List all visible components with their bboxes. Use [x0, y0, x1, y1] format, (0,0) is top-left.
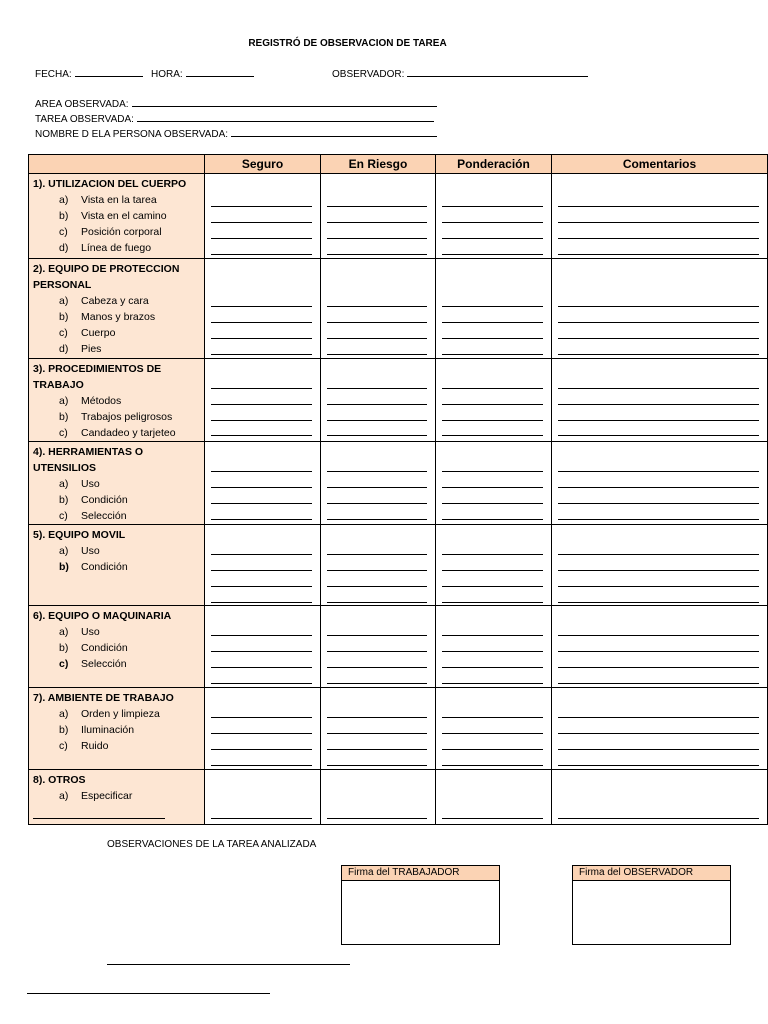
fill-in-line[interactable] — [558, 519, 759, 520]
seguro-cell[interactable] — [205, 442, 321, 525]
en-riesgo-cell[interactable] — [321, 606, 436, 688]
fill-in-line[interactable] — [558, 602, 759, 603]
fecha-field[interactable] — [35, 67, 143, 80]
en-riesgo-cell[interactable] — [321, 442, 436, 525]
fill-in-line[interactable] — [558, 717, 759, 718]
fill-in-line[interactable] — [442, 338, 543, 339]
list-item: a) Especificar — [59, 790, 133, 802]
fill-in-line[interactable] — [442, 322, 543, 323]
fill-in-line[interactable] — [327, 435, 427, 436]
en-riesgo-cell[interactable] — [321, 525, 436, 606]
fill-in-line[interactable] — [558, 238, 759, 239]
list-item: c) Posición corporal — [59, 226, 162, 238]
fill-in-line[interactable] — [211, 635, 312, 636]
seguro-cell[interactable] — [205, 259, 321, 359]
observer-signature-label: Firma del OBSERVADOR — [573, 866, 730, 881]
category-cell — [29, 525, 205, 606]
category-title: 1). UTILIZACION DEL CUERPO — [33, 178, 187, 190]
fill-in-line[interactable] — [558, 733, 759, 734]
fill-in-line[interactable] — [327, 420, 427, 421]
specify-blank[interactable] — [33, 804, 165, 819]
comentarios-cell[interactable] — [552, 359, 768, 442]
list-item: a) Vista en la tarea — [59, 194, 157, 206]
category-title: 2). EQUIPO DE PROTECCION PERSONAL — [33, 263, 180, 291]
en-riesgo-cell[interactable] — [321, 688, 436, 770]
worker-signature-label: Firma del TRABAJADOR — [342, 866, 499, 881]
fill-in-line[interactable] — [327, 635, 427, 636]
list-item: b) Condición — [59, 561, 128, 573]
list-item: d) Pies — [59, 343, 102, 355]
list-item: b) Vista en el camino — [59, 210, 167, 222]
fill-in-line[interactable] — [442, 602, 543, 603]
tarea-blank[interactable] — [137, 112, 434, 122]
fill-in-line[interactable] — [558, 683, 759, 684]
fill-in-line[interactable] — [327, 487, 427, 488]
ponderacion-cell[interactable] — [436, 606, 552, 688]
area-field[interactable] — [35, 97, 437, 110]
fill-in-line[interactable] — [558, 306, 759, 307]
fill-in-line[interactable] — [558, 765, 759, 766]
fill-in-line[interactable] — [211, 765, 312, 766]
fill-in-line[interactable] — [442, 306, 543, 307]
fill-in-line[interactable] — [327, 254, 427, 255]
category-cell — [29, 442, 205, 525]
fill-in-line[interactable] — [558, 586, 759, 587]
table-row — [29, 359, 768, 442]
observation-table — [28, 154, 768, 825]
fill-in-line[interactable] — [327, 733, 427, 734]
fill-in-line[interactable] — [211, 602, 312, 603]
fecha-label: FECHA: — [35, 69, 72, 80]
fill-in-line[interactable] — [211, 683, 312, 684]
fill-in-line[interactable] — [327, 519, 427, 520]
observations-label: OBSERVACIONES DE LA TAREA ANALIZADA — [107, 839, 317, 850]
fill-in-line[interactable] — [327, 238, 427, 239]
table-header-row — [29, 155, 768, 174]
fill-in-line[interactable] — [327, 338, 427, 339]
fill-in-line[interactable] — [442, 503, 543, 504]
worker-signature-box[interactable] — [341, 865, 500, 945]
fill-in-line[interactable] — [327, 322, 427, 323]
fill-in-line[interactable] — [211, 254, 312, 255]
table-row — [29, 606, 768, 688]
list-item: a) Uso — [59, 626, 100, 638]
list-item: b) Condición — [59, 642, 128, 654]
table-row — [29, 174, 768, 259]
fill-in-line[interactable] — [327, 667, 427, 668]
fill-in-line[interactable] — [442, 635, 543, 636]
comentarios-cell[interactable] — [552, 174, 768, 259]
fill-in-line[interactable] — [327, 602, 427, 603]
fill-in-line[interactable] — [442, 683, 543, 684]
column-header-ponderacion: Ponderación — [436, 155, 552, 174]
ponderacion-cell[interactable] — [436, 442, 552, 525]
hora-field[interactable] — [151, 67, 254, 80]
persona-field[interactable] — [35, 127, 437, 140]
fill-in-line[interactable] — [327, 765, 427, 766]
persona-blank[interactable] — [231, 127, 437, 137]
comentarios-cell[interactable] — [552, 770, 768, 825]
fill-in-line[interactable] — [211, 322, 312, 323]
fill-in-line[interactable] — [558, 322, 759, 323]
category-title: 7). AMBIENTE DE TRABAJO — [33, 692, 174, 704]
category-cell — [29, 606, 205, 688]
table-row — [29, 688, 768, 770]
ponderacion-cell[interactable] — [436, 688, 552, 770]
fill-in-line[interactable] — [211, 667, 312, 668]
fill-in-line[interactable] — [327, 354, 427, 355]
list-item: a) Métodos — [59, 395, 122, 407]
hora-label: HORA: — [151, 69, 183, 80]
fill-in-line[interactable] — [558, 554, 759, 555]
seguro-cell[interactable] — [205, 359, 321, 442]
fill-in-line[interactable] — [211, 818, 312, 819]
fill-in-line[interactable] — [442, 651, 543, 652]
fill-in-line[interactable] — [327, 206, 427, 207]
fill-in-line[interactable] — [211, 503, 312, 504]
column-header — [29, 155, 205, 174]
fill-in-line[interactable] — [558, 667, 759, 668]
observador-label: OBSERVADOR: — [332, 69, 405, 80]
fill-in-line[interactable] — [442, 765, 543, 766]
ponderacion-cell[interactable] — [436, 770, 552, 825]
fill-in-line[interactable] — [558, 404, 759, 405]
fill-in-line[interactable] — [327, 554, 427, 555]
area-blank[interactable] — [132, 97, 437, 107]
fill-in-line[interactable] — [558, 503, 759, 504]
observer-signature-box[interactable] — [572, 865, 731, 945]
fill-in-line[interactable] — [327, 683, 427, 684]
fill-in-line[interactable] — [327, 651, 427, 652]
comentarios-cell[interactable] — [552, 259, 768, 359]
fill-in-line[interactable] — [442, 570, 543, 571]
fill-in-line[interactable] — [327, 503, 427, 504]
fill-in-line[interactable] — [558, 471, 759, 472]
fill-in-line[interactable] — [211, 238, 312, 239]
fill-in-line[interactable] — [211, 733, 312, 734]
fill-in-line[interactable] — [442, 420, 543, 421]
fill-in-line[interactable] — [327, 222, 427, 223]
comentarios-cell[interactable] — [552, 442, 768, 525]
tarea-label: TAREA OBSERVADA: — [35, 114, 134, 125]
list-item: b) Trabajos peligrosos — [59, 411, 173, 423]
fill-in-line[interactable] — [442, 206, 543, 207]
ponderacion-cell[interactable] — [436, 525, 552, 606]
fill-in-line[interactable] — [558, 254, 759, 255]
seguro-cell[interactable] — [205, 525, 321, 606]
comentarios-cell[interactable] — [552, 525, 768, 606]
fill-in-line[interactable] — [558, 388, 759, 389]
category-title: 4). HERRAMIENTAS O UTENSILIOS — [33, 446, 144, 474]
table-row — [29, 770, 768, 825]
hora-blank[interactable] — [186, 67, 254, 77]
fill-in-line[interactable] — [442, 354, 543, 355]
observation-line[interactable] — [107, 964, 350, 965]
comentarios-cell[interactable] — [552, 606, 768, 688]
column-header-comentarios: Comentarios — [552, 155, 768, 174]
observador-field[interactable] — [332, 67, 588, 80]
fill-in-line[interactable] — [558, 635, 759, 636]
fill-in-line[interactable] — [558, 222, 759, 223]
fill-in-line[interactable] — [327, 404, 427, 405]
fill-in-line[interactable] — [442, 222, 543, 223]
fill-in-line[interactable] — [211, 471, 312, 472]
tarea-field[interactable] — [35, 112, 434, 125]
area-label: AREA OBSERVADA: — [35, 99, 129, 110]
category-title: 3). PROCEDIMIENTOS DE TRABAJO — [33, 363, 162, 391]
fill-in-line[interactable] — [211, 570, 312, 571]
fill-in-line[interactable] — [327, 717, 427, 718]
fill-in-line[interactable] — [211, 306, 312, 307]
table-row — [29, 259, 768, 359]
list-item: c) Ruido — [59, 740, 109, 752]
fill-in-line[interactable] — [211, 388, 312, 389]
list-item: c) Cuerpo — [59, 327, 116, 339]
fill-in-line[interactable] — [558, 570, 759, 571]
en-riesgo-cell[interactable] — [321, 770, 436, 825]
fill-in-line[interactable] — [442, 238, 543, 239]
category-title: 5). EQUIPO MOVIL — [33, 529, 126, 541]
list-item: a) Uso — [59, 478, 100, 490]
category-cell — [29, 259, 205, 359]
fill-in-line[interactable] — [558, 818, 759, 819]
fill-in-line[interactable] — [211, 435, 312, 436]
category-cell — [29, 174, 205, 259]
fill-in-line[interactable] — [442, 554, 543, 555]
comentarios-cell[interactable] — [552, 688, 768, 770]
persona-label: NOMBRE D ELA PERSONA OBSERVADA: — [35, 129, 229, 140]
fill-in-line[interactable] — [442, 404, 543, 405]
category-title: 6). EQUIPO O MAQUINARIA — [33, 610, 172, 622]
fill-in-line[interactable] — [558, 206, 759, 207]
fill-in-line[interactable] — [327, 388, 427, 389]
en-riesgo-cell[interactable] — [321, 174, 436, 259]
fill-in-line[interactable] — [211, 519, 312, 520]
list-item: a) Uso — [59, 545, 100, 557]
fill-in-line[interactable] — [442, 435, 543, 436]
form-title: REGISTRÓ DE OBSERVACION DE TAREA — [248, 38, 447, 49]
ponderacion-cell[interactable] — [436, 359, 552, 442]
category-cell — [29, 688, 205, 770]
en-riesgo-cell[interactable] — [321, 259, 436, 359]
column-header-en-riesgo: En Riesgo — [321, 155, 436, 174]
ponderacion-cell[interactable] — [436, 259, 552, 359]
fill-in-line[interactable] — [442, 667, 543, 668]
table-row — [29, 525, 768, 606]
fill-in-line[interactable] — [211, 586, 312, 587]
fill-in-line[interactable] — [211, 404, 312, 405]
fill-in-line[interactable] — [211, 651, 312, 652]
seguro-cell[interactable] — [205, 174, 321, 259]
fill-in-line[interactable] — [558, 487, 759, 488]
fill-in-line[interactable] — [327, 471, 427, 472]
fill-in-line[interactable] — [327, 586, 427, 587]
fill-in-line[interactable] — [211, 420, 312, 421]
observation-line[interactable] — [27, 993, 270, 994]
fill-in-line[interactable] — [211, 717, 312, 718]
table-row — [29, 442, 768, 525]
fecha-blank[interactable] — [75, 67, 143, 77]
fill-in-line[interactable] — [211, 206, 312, 207]
seguro-cell[interactable] — [205, 606, 321, 688]
seguro-cell[interactable] — [205, 688, 321, 770]
fill-in-line[interactable] — [558, 420, 759, 421]
fill-in-line[interactable] — [211, 749, 312, 750]
observador-blank[interactable] — [407, 67, 588, 77]
list-item: a) Cabeza y cara — [59, 295, 149, 307]
seguro-cell[interactable] — [205, 770, 321, 825]
en-riesgo-cell[interactable] — [321, 359, 436, 442]
fill-in-line[interactable] — [327, 749, 427, 750]
fill-in-line[interactable] — [327, 570, 427, 571]
ponderacion-cell[interactable] — [436, 174, 552, 259]
fill-in-line[interactable] — [558, 338, 759, 339]
fill-in-line[interactable] — [558, 435, 759, 436]
fill-in-line[interactable] — [327, 306, 427, 307]
list-item: c) Selección — [59, 510, 127, 522]
category-cell — [29, 359, 205, 442]
fill-in-line[interactable] — [327, 818, 427, 819]
fill-in-line[interactable] — [442, 818, 543, 819]
fill-in-line[interactable] — [442, 471, 543, 472]
fill-in-line[interactable] — [442, 254, 543, 255]
list-item: c) Selección — [59, 658, 127, 670]
fill-in-line[interactable] — [558, 749, 759, 750]
fill-in-line[interactable] — [442, 717, 543, 718]
fill-in-line[interactable] — [442, 519, 543, 520]
fill-in-line[interactable] — [442, 749, 543, 750]
fill-in-line[interactable] — [558, 651, 759, 652]
category-cell — [29, 770, 205, 825]
fill-in-line[interactable] — [442, 487, 543, 488]
column-header-seguro: Seguro — [205, 155, 321, 174]
fill-in-line[interactable] — [558, 354, 759, 355]
fill-in-line[interactable] — [211, 338, 312, 339]
list-item: b) Iluminación — [59, 724, 135, 736]
list-item: b) Condición — [59, 494, 128, 506]
fill-in-line[interactable] — [442, 586, 543, 587]
fill-in-line[interactable] — [442, 388, 543, 389]
fill-in-line[interactable] — [211, 354, 312, 355]
list-item: c) Candadeo y tarjeteo — [59, 427, 176, 439]
fill-in-line[interactable] — [211, 222, 312, 223]
fill-in-line[interactable] — [442, 733, 543, 734]
fill-in-line[interactable] — [211, 487, 312, 488]
list-item: a) Orden y limpieza — [59, 708, 160, 720]
category-title: 8). OTROS — [33, 774, 86, 786]
list-item: b) Manos y brazos — [59, 311, 156, 323]
list-item: d) Línea de fuego — [59, 242, 152, 254]
fill-in-line[interactable] — [211, 554, 312, 555]
